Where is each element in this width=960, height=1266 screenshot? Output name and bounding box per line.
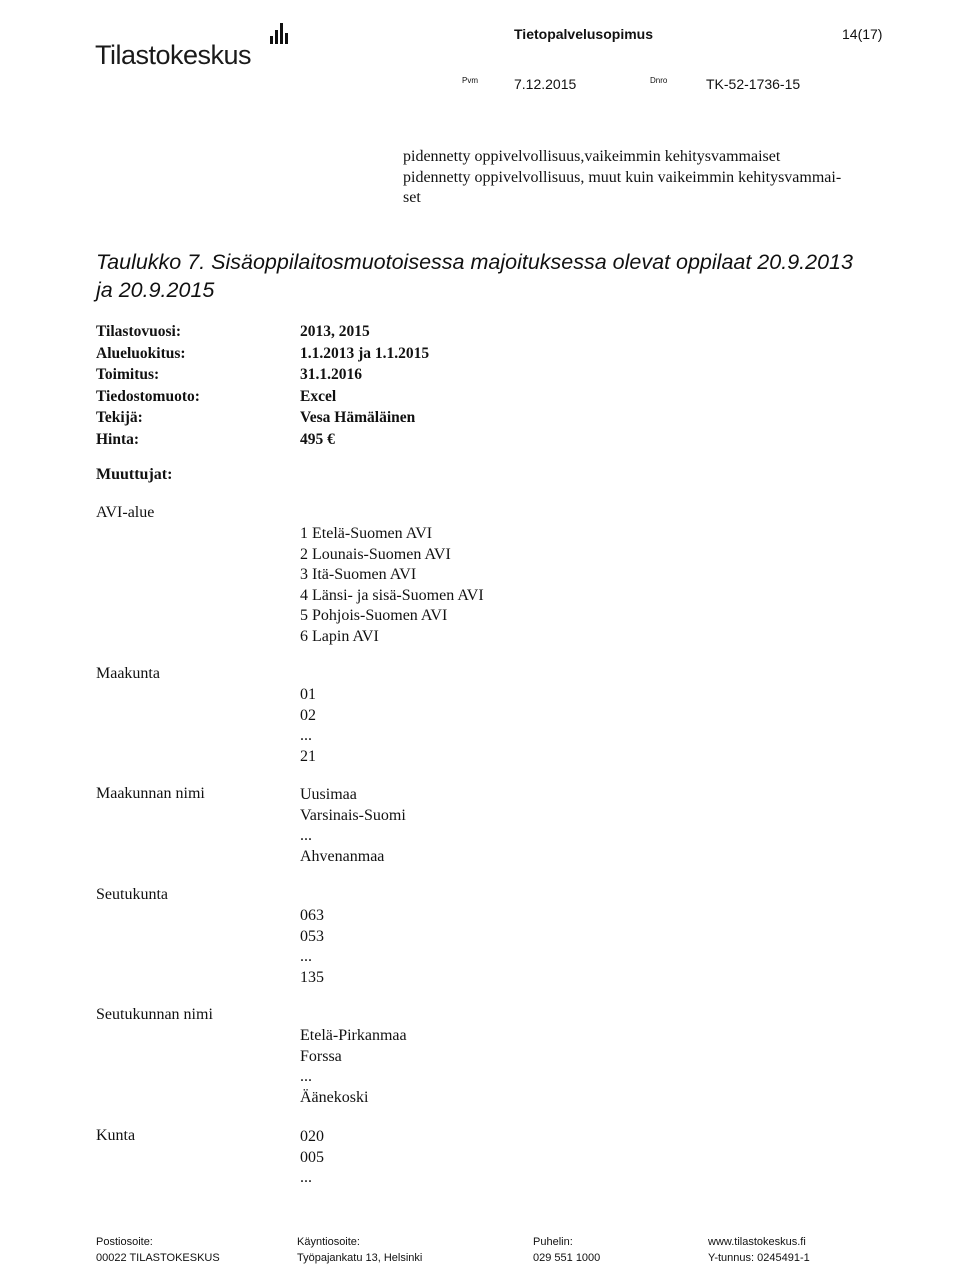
footer-visit-label: Käyntiosoite: [297,1236,360,1248]
variable-values [300,1127,660,1189]
variable-value: 063 [300,907,324,924]
variable-value: 135 [300,968,324,986]
variable-value: 5 Pohjois-Suomen AVI [300,607,448,624]
variable-value: 3 Itä-Suomen AVI [300,566,417,583]
caption-line: ja 20.9.2015 [96,278,215,302]
variable-values [300,524,660,647]
intro-line: set [403,189,421,206]
variable-value: ... [300,827,312,844]
metadata-label: Tilastovuosi: [96,323,181,340]
footer-postal-label: Postiosoite: [96,1236,153,1248]
variable-label: Maakunnan nimi [96,785,205,802]
variable-value: 01 [300,686,316,703]
reference-number: TK-52-1736-15 [706,76,801,92]
variable-value: 1 Etelä-Suomen AVI [300,525,433,542]
logo-text: Tilastokeskus [95,40,252,70]
intro-text [403,147,873,209]
metadata-value: 495 € [300,430,335,448]
page-number: 14(17) [842,26,883,42]
variable-value: 4 Länsi- ja sisä-Suomen AVI [300,586,484,604]
variable-values [300,906,660,988]
table-caption [96,248,896,304]
document-date: 7.12.2015 [514,76,577,92]
metadata-label: Tekijä: [96,409,143,426]
variable-value: 020 [300,1128,324,1145]
footer-phone-number: 029 551 1000 [533,1252,601,1264]
intro-line: pidennetty oppivelvollisuus, muut kuin vaikeimmin kehitysvammai- [403,168,842,186]
metadata-value: 2013, 2015 [300,323,370,340]
metadata-label: Alueluokitus: [96,344,186,362]
metadata-value: Vesa Hämäläinen [300,409,416,426]
variable-value: 2 Lounais-Suomen AVI [300,545,451,563]
metadata-value: 1.1.2013 ja 1.1.2015 [300,344,430,362]
footer-website: www.tilastokeskus.fi [708,1236,806,1248]
variable-value: ... [300,1169,312,1186]
variable-value: 005 [300,1148,324,1166]
variable-values [300,785,660,867]
footer-business-id: Y-tunnus: 0245491-1 [708,1252,810,1264]
variable-values [300,1026,660,1108]
document-type: Tietopalvelusopimus [514,26,653,42]
footer-phone-label: Puhelin: [533,1236,573,1248]
variable-value: Varsinais-Suomi [300,806,406,824]
metadata-value: 31.1.2016 [300,366,362,383]
variable-value: Äänekoski [300,1088,369,1106]
footer-visit [297,1234,422,1266]
variable-value: 02 [300,706,316,724]
footer-web [708,1234,810,1266]
variable-value: 053 [300,927,324,945]
metadata-label: Tiedostomuoto: [96,387,200,405]
footer-postal-address: 00022 TILASTOKESKUS [96,1252,220,1264]
logo-bars-icon [270,22,296,44]
variable-value: Uusimaa [300,786,357,803]
reference-label: Dnro [650,76,668,85]
variable-label: Maakunta [96,665,160,682]
intro-line: pidennetty oppivelvollisuus,vaikeimmin kehitysvammaiset [403,148,781,165]
variable-value: Etelä-Pirkanmaa [300,1027,407,1044]
caption-line: Taulukko 7. Sisäoppilaitosmuotoisessa majoituksessa olevat oppilaat 20.9.2013 [96,250,853,274]
variable-value: ... [300,948,312,965]
variable-label: Kunta [96,1127,136,1144]
variable-value: 6 Lapin AVI [300,627,379,645]
variable-values [300,685,660,767]
variable-value: ... [300,727,312,744]
footer-phone [533,1234,600,1266]
metadata-value: Excel [300,387,337,405]
footer-postal [96,1234,220,1266]
variable-value: 21 [300,747,316,765]
variable-label: Seutukunta [96,886,168,903]
footer-visit-address: Työpajankatu 13, Helsinki [297,1252,423,1264]
variable-value: Ahvenanmaa [300,847,385,865]
variable-value: ... [300,1068,312,1085]
variable-label: AVI-alue [96,504,155,521]
variable-label: Seutukunnan nimi [96,1006,213,1023]
variables-heading: Muuttujat: [96,466,173,483]
metadata-label: Toimitus: [96,366,160,383]
variable-value: Forssa [300,1047,342,1065]
metadata-label: Hinta: [96,430,140,448]
date-label: Pvm [462,76,478,85]
